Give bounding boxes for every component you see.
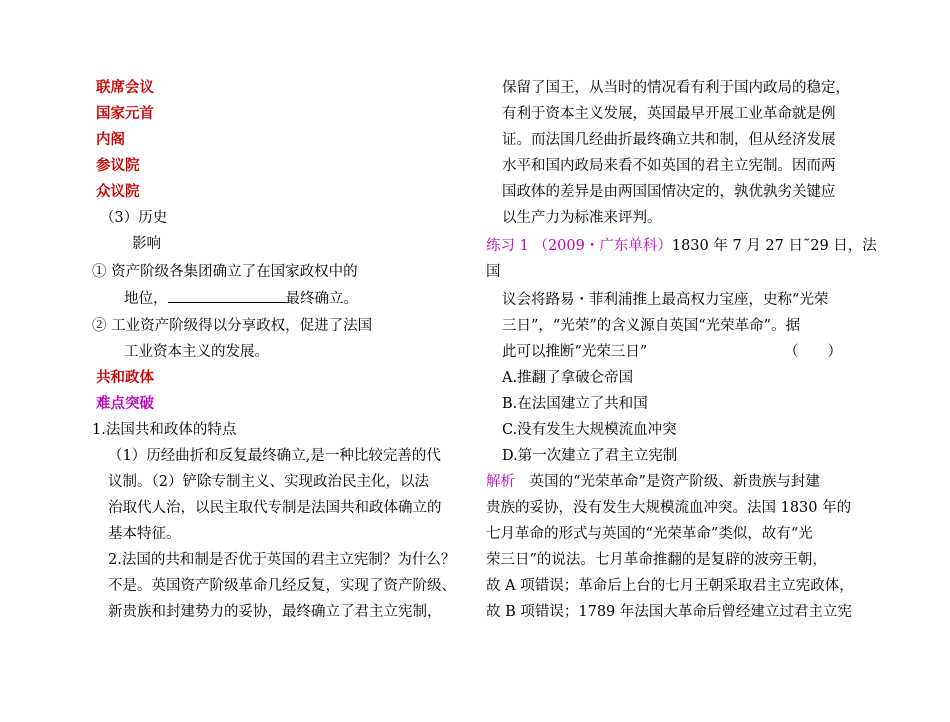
point-1-pre: 地位， <box>124 291 168 307</box>
term-head-of-state: 国家元首 <box>96 105 154 122</box>
point-1-post: 最终确立。 <box>285 291 358 307</box>
cont-line-1: 保留了国王，从当时的情况看有利于国内政局的稳定， <box>502 80 850 96</box>
option-c[interactable]: C.没有发生大规模流血冲突 <box>502 422 677 438</box>
analysis-label: 解析 <box>486 474 515 490</box>
option-a[interactable]: A.推翻了拿破仑帝国 <box>502 370 634 386</box>
term-joint-meeting: 联席会议 <box>96 79 154 96</box>
question-line-1: 议会将路易・菲利浦推上最高权力宝座，史称“光荣 <box>502 292 829 308</box>
question-line-2: 三日”，“光荣”的含义源自英国“光荣革命”。据 <box>502 318 801 334</box>
analysis-line-3: 七月革命的形式与英国的“光荣革命”类似，故有“光 <box>486 526 813 542</box>
answer-paren: （ ） <box>784 344 842 360</box>
q1-title: 1.法国共和政体的特点 <box>92 422 237 438</box>
cont-line-3: 证。而法国几经曲折最终确立共和制，但从经济发展 <box>502 132 836 148</box>
analysis-line-1 <box>486 472 820 492</box>
q2-line-3: 新贵族和封建势力的妥协，最终确立了君主立宪制， <box>108 604 442 620</box>
question-line-3: 此可以推断“光荣三日” <box>502 344 648 360</box>
q1-line-4: 基本特征。 <box>108 526 181 542</box>
point-2-line-1: ② 工业资产阶级得以分享政权，促进了法国 <box>92 318 373 334</box>
analysis-line-2: 贵族的妥协，没有发生大规模流血冲突。法国 1830 年的 <box>486 500 852 516</box>
point-2-line-2: 工业资本主义的发展。 <box>124 344 269 360</box>
exercise-text-2: 国 <box>486 264 501 280</box>
q1-line-2: 议制。（2）铲除专制主义、实现政治民主化，以法 <box>108 474 429 490</box>
option-b[interactable]: B.在法国建立了共和国 <box>502 396 648 412</box>
option-d[interactable]: D.第一次建立了君主立宪制 <box>502 448 678 464</box>
exercise-text-1: 1830 年 7 月 27 日˜29 日，法 <box>671 238 877 254</box>
analysis-line-4: 荣三日”的说法。七月革命推翻的是复辟的波旁王朝， <box>486 552 827 568</box>
fill-blank[interactable] <box>168 288 286 303</box>
term-cabinet: 内阁 <box>96 131 125 148</box>
term-house: 众议院 <box>96 183 140 200</box>
cont-line-5: 国政体的差异是由两国国情决定的，孰优孰劣关键应 <box>502 184 836 200</box>
history-label: （3）历史 <box>100 210 168 226</box>
influence-label: 影响 <box>132 236 161 252</box>
point-1-line-1: ① 资产阶级各集团确立了在国家政权中的 <box>92 264 358 280</box>
exercise-label: 练习 1 <box>486 238 529 254</box>
analysis-text-1: 英国的“光荣革命”是资产阶级、新贵族与封建 <box>529 474 820 490</box>
exercise-header <box>486 236 877 256</box>
republic-title: 共和政体 <box>96 369 154 386</box>
analysis-line-5: 故 A 项错误；革命后上台的七月王朝采取君主立宪政体， <box>486 578 854 594</box>
cont-line-6: 以生产力为标准来评判。 <box>502 210 662 226</box>
q2-line-2: 不是。英国资产阶级革命几经反复，实现了资产阶级、 <box>108 578 456 594</box>
cont-line-4: 水平和国内政局来看不如英国的君主立宪制。因而两 <box>502 158 836 174</box>
analysis-line-6: 故 B 项错误；1789 年法国大革命后曾经建立过君主立宪 <box>486 604 852 620</box>
exercise-source: （2009・广东单科） <box>533 238 672 254</box>
cont-line-2: 有利于资本主义发展，英国最早开展工业革命就是例 <box>502 106 836 122</box>
q1-line-3: 治取代人治，以民主取代专制是法国共和政体确立的 <box>108 500 442 516</box>
q2-line-1: 2.法国的共和制是否优于英国的君主立宪制？为什么？ <box>108 552 456 568</box>
difficulty-title: 难点突破 <box>96 395 154 412</box>
point-1-line-2 <box>124 288 358 309</box>
q1-line-1: （1）历经曲折和反复最终确立,是一种比较完善的代 <box>108 448 441 464</box>
term-senate: 参议院 <box>96 157 140 174</box>
